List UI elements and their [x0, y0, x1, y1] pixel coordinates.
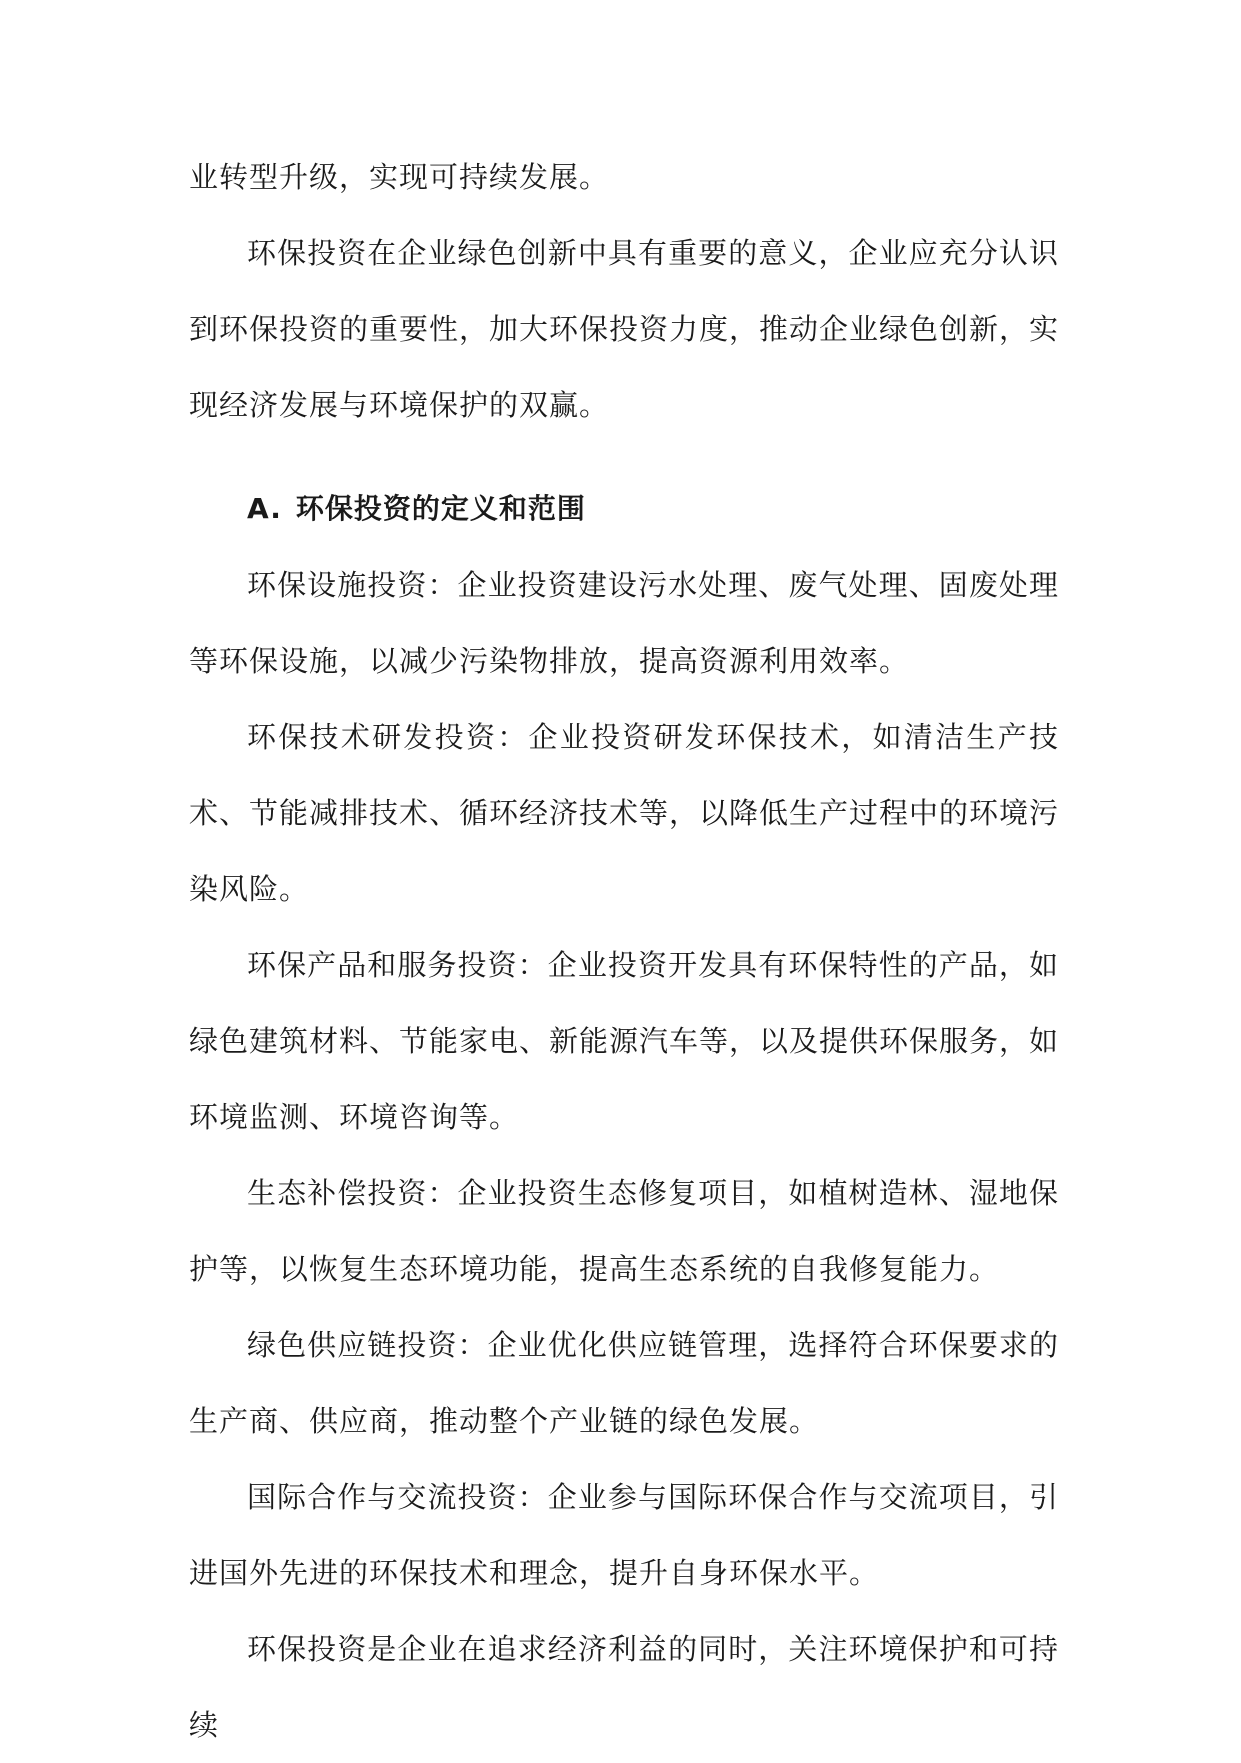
paragraph: 绿色供应链投资：企业优化供应链管理，选择符合环保要求的生产商、供应商，推动整个产业链的绿色发展。	[189, 1328, 1059, 1438]
paragraph: 业转型升级，实现可持续发展。	[189, 160, 610, 194]
section-number: A.	[247, 492, 282, 525]
paragraph: 环保设施投资：企业投资建设污水处理、废气处理、固废处理等环保设施，以减少污染物排放，提高资源利用效率。	[189, 568, 1059, 678]
document-page	[189, 139, 1059, 1763]
paragraph: 环保产品和服务投资：企业投资开发具有环保特性的产品，如绿色建筑材料、节能家电、新能源汽车等，以及提供环保服务，如环境监测、环境咨询等。	[189, 948, 1060, 1134]
section-title: 环保投资的定义和范围	[295, 492, 586, 525]
paragraph: 国际合作与交流投资：企业参与国际环保合作与交流项目，引进国外先进的环保技术和理念，提升自身环保水平。	[189, 1480, 1059, 1590]
paragraph: 生态补偿投资：企业投资生态修复项目，如植树造林、湿地保护等，以恢复生态环境功能，提高生态系统的自我修复能力。	[189, 1176, 1059, 1286]
paragraph: 环保投资是企业在追求经济利益的同时，关注环境保护和可持续	[189, 1632, 1059, 1742]
section-heading	[189, 471, 1059, 547]
paragraph: 环保投资在企业绿色创新中具有重要的意义，企业应充分认识到环保投资的重要性，加大环保投资力度，推动企业绿色创新，实现经济发展与环境保护的双赢。	[189, 236, 1060, 422]
paragraph: 环保技术研发投资：企业投资研发环保技术，如清洁生产技术、节能减排技术、循环经济技术等，以降低生产过程中的环境污染风险。	[189, 720, 1060, 906]
